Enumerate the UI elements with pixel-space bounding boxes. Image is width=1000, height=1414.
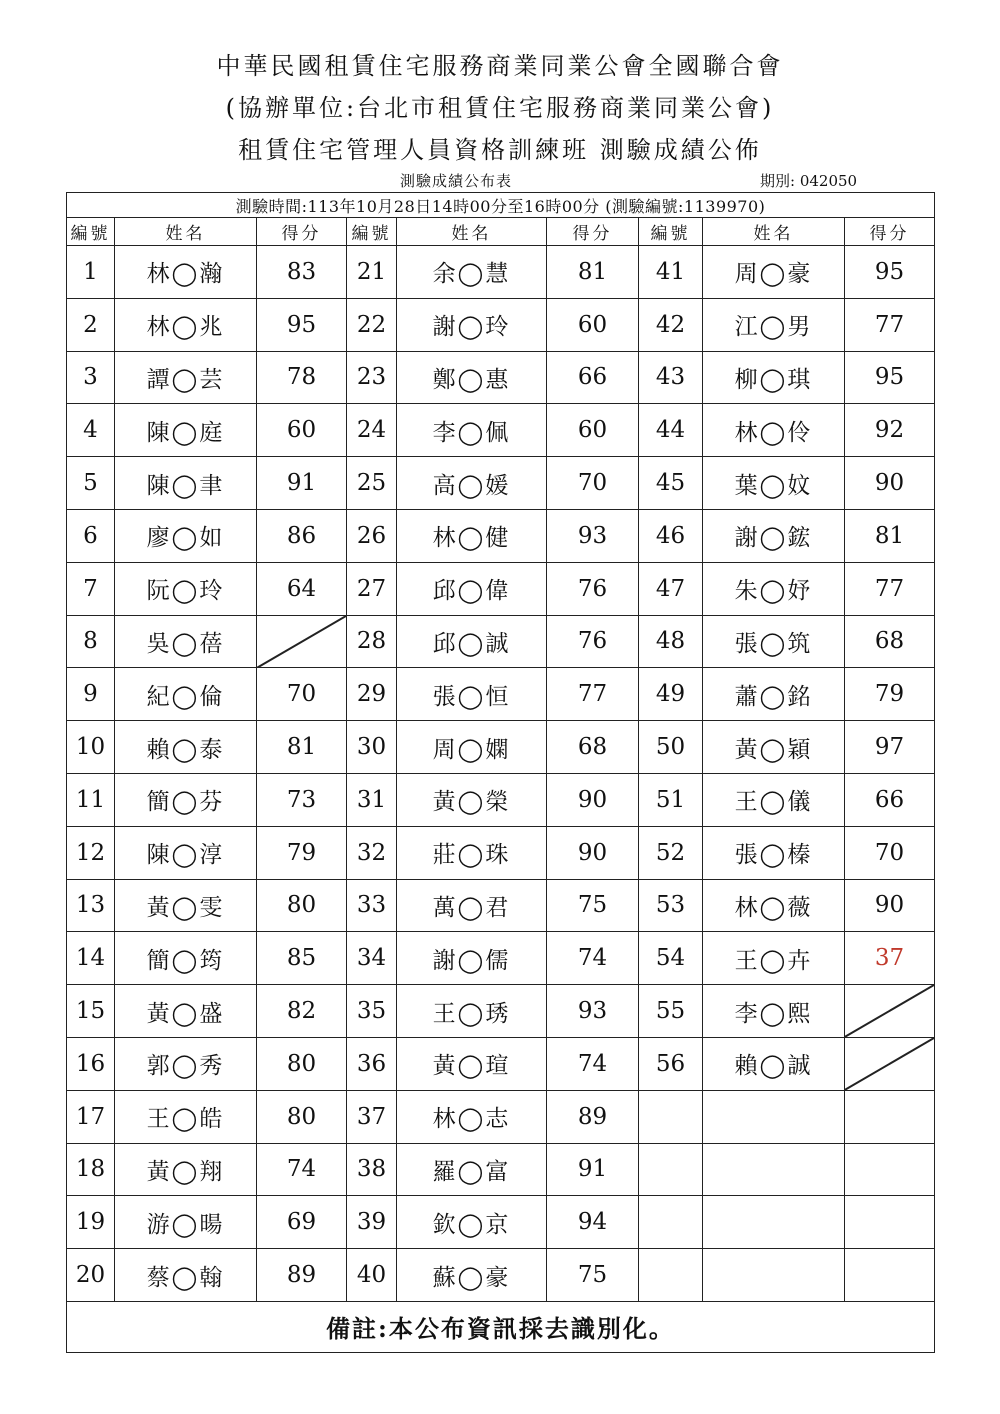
entry-name: 賴◯泰 (115, 721, 257, 774)
entry-score: 68 (845, 615, 935, 668)
entry-score: 70 (257, 668, 347, 721)
table-row (67, 509, 935, 562)
entry-score: 74 (547, 1037, 639, 1090)
entry-number: 3 (67, 351, 115, 404)
entry-name: 郭◯秀 (115, 1037, 257, 1090)
entry-score: 37 (845, 932, 935, 985)
co-organizer: (協辦單位:台北市租賃住宅服務商業同業公會) (225, 94, 775, 122)
entry-number: 42 (639, 298, 703, 351)
entry-name: 游◯暘 (115, 1196, 257, 1249)
entry-number: 14 (67, 932, 115, 985)
entry-score: 90 (845, 879, 935, 932)
entry-name: 蘇◯豪 (397, 1249, 547, 1302)
column-header-score: 得分 (547, 218, 639, 246)
table-row (67, 1143, 935, 1196)
entry-score: 93 (547, 985, 639, 1038)
entry-name: 黃◯榮 (397, 773, 547, 826)
table-caption: 測驗成績公布表 (400, 172, 513, 190)
entry-number: 37 (347, 1090, 397, 1143)
entry-number (639, 1249, 703, 1302)
entry-score: 83 (257, 246, 347, 299)
entry-name: 周◯嫻 (397, 721, 547, 774)
entry-score: 70 (547, 457, 639, 510)
page-title: 中華民國租賃住宅服務商業同業公會全國聯合會 (216, 52, 784, 80)
entry-score: 80 (257, 1090, 347, 1143)
entry-name: 葉◯妏 (703, 457, 845, 510)
entry-number: 32 (347, 826, 397, 879)
entry-number: 18 (67, 1143, 115, 1196)
entry-score: 60 (547, 404, 639, 457)
entry-name: 邱◯偉 (397, 562, 547, 615)
table-row (67, 1196, 935, 1249)
entry-number: 9 (67, 668, 115, 721)
entry-score: 76 (547, 615, 639, 668)
entry-score: 89 (547, 1090, 639, 1143)
entry-score: 75 (547, 879, 639, 932)
entry-score: 75 (547, 1249, 639, 1302)
entry-number: 41 (639, 246, 703, 299)
entry-number: 26 (347, 509, 397, 562)
table-row (67, 1037, 935, 1090)
entry-name: 謝◯鋐 (703, 509, 845, 562)
entry-name: 陳◯淳 (115, 826, 257, 879)
table-row (67, 668, 935, 721)
entry-name: 吳◯蓓 (115, 615, 257, 668)
entry-number: 31 (347, 773, 397, 826)
entry-number: 51 (639, 773, 703, 826)
entry-name: 紀◯倫 (115, 668, 257, 721)
table-row (67, 932, 935, 985)
table-row (67, 1249, 935, 1302)
entry-score: 76 (547, 562, 639, 615)
entry-number: 38 (347, 1143, 397, 1196)
entry-name: 王◯皓 (115, 1090, 257, 1143)
entry-name: 朱◯妤 (703, 562, 845, 615)
entry-name: 欽◯京 (397, 1196, 547, 1249)
entry-number: 19 (67, 1196, 115, 1249)
table-row (67, 562, 935, 615)
entry-score: 60 (257, 404, 347, 457)
entry-name: 林◯志 (397, 1090, 547, 1143)
entry-number: 21 (347, 246, 397, 299)
entry-number: 12 (67, 826, 115, 879)
period-label: 期別: 042050 (760, 172, 858, 190)
entry-score: 77 (547, 668, 639, 721)
entry-score: 95 (845, 351, 935, 404)
entry-number: 35 (347, 985, 397, 1038)
entry-number: 34 (347, 932, 397, 985)
entry-number: 11 (67, 773, 115, 826)
entry-number: 10 (67, 721, 115, 774)
entry-number: 4 (67, 404, 115, 457)
entry-number: 24 (347, 404, 397, 457)
entry-score: 77 (845, 298, 935, 351)
entry-number: 23 (347, 351, 397, 404)
entry-score: 80 (257, 879, 347, 932)
entry-name: 林◯兆 (115, 298, 257, 351)
entry-name: 簡◯筠 (115, 932, 257, 985)
table-row (67, 615, 935, 668)
entry-name: 李◯佩 (397, 404, 547, 457)
entry-name: 林◯瀚 (115, 246, 257, 299)
entry-number: 55 (639, 985, 703, 1038)
entry-number: 49 (639, 668, 703, 721)
entry-name: 王◯卉 (703, 932, 845, 985)
entry-score: 79 (845, 668, 935, 721)
entry-number (639, 1196, 703, 1249)
entry-score: 73 (257, 773, 347, 826)
entry-score: 80 (257, 1037, 347, 1090)
entry-score: 60 (547, 298, 639, 351)
entry-score: 79 (257, 826, 347, 879)
score-table (66, 192, 935, 1353)
table-row (67, 351, 935, 404)
entry-number: 40 (347, 1249, 397, 1302)
table-row (67, 1090, 935, 1143)
entry-score: 74 (257, 1143, 347, 1196)
entry-score: 90 (547, 826, 639, 879)
entry-score: 64 (257, 562, 347, 615)
entry-name: 陳◯庭 (115, 404, 257, 457)
entry-name: 林◯健 (397, 509, 547, 562)
entry-name: 陳◯聿 (115, 457, 257, 510)
entry-number: 5 (67, 457, 115, 510)
entry-name: 簡◯芬 (115, 773, 257, 826)
column-header-no: 編號 (67, 218, 115, 246)
entry-name: 鄭◯惠 (397, 351, 547, 404)
entry-score: 74 (547, 932, 639, 985)
entry-score: 91 (257, 457, 347, 510)
entry-number (639, 1090, 703, 1143)
entry-number: 15 (67, 985, 115, 1038)
table-row (67, 773, 935, 826)
entry-number: 17 (67, 1090, 115, 1143)
entry-name: 賴◯誠 (703, 1037, 845, 1090)
entry-number: 8 (67, 615, 115, 668)
entry-number: 46 (639, 509, 703, 562)
entry-name: 江◯男 (703, 298, 845, 351)
column-header-no: 編號 (347, 218, 397, 246)
entry-number: 25 (347, 457, 397, 510)
entry-score: 66 (845, 773, 935, 826)
entry-score: 68 (547, 721, 639, 774)
entry-score: 90 (547, 773, 639, 826)
entry-number: 6 (67, 509, 115, 562)
entry-number: 39 (347, 1196, 397, 1249)
entry-name: 邱◯誠 (397, 615, 547, 668)
column-header-score: 得分 (257, 218, 347, 246)
entry-score (845, 1196, 935, 1249)
entry-name: 阮◯玲 (115, 562, 257, 615)
entry-name: 廖◯如 (115, 509, 257, 562)
entry-score: 91 (547, 1143, 639, 1196)
entry-name: 李◯熙 (703, 985, 845, 1038)
note: 備註:本公布資訊採去識別化。 (67, 1301, 935, 1352)
entry-score: 78 (257, 351, 347, 404)
entry-name: 王◯琇 (397, 985, 547, 1038)
entry-name (703, 1249, 845, 1302)
exam-time: 測驗時間:113年10月28日14時00分至16時00分 (測驗編號:1139970) (67, 193, 935, 218)
entry-name: 謝◯儒 (397, 932, 547, 985)
entry-name: 張◯榛 (703, 826, 845, 879)
table-row (67, 457, 935, 510)
entry-name: 黃◯盛 (115, 985, 257, 1038)
entry-name: 高◯媛 (397, 457, 547, 510)
entry-number: 13 (67, 879, 115, 932)
entry-name: 羅◯富 (397, 1143, 547, 1196)
entry-name: 林◯薇 (703, 879, 845, 932)
absent-mark (845, 985, 935, 1038)
entry-name: 黃◯穎 (703, 721, 845, 774)
entry-number: 56 (639, 1037, 703, 1090)
entry-number: 1 (67, 246, 115, 299)
entry-name: 黃◯雯 (115, 879, 257, 932)
entry-name: 莊◯珠 (397, 826, 547, 879)
entry-number (639, 1143, 703, 1196)
entry-score: 77 (845, 562, 935, 615)
entry-number: 53 (639, 879, 703, 932)
entry-score: 94 (547, 1196, 639, 1249)
entry-number: 2 (67, 298, 115, 351)
table-row (67, 985, 935, 1038)
entry-number: 45 (639, 457, 703, 510)
entry-name: 黃◯翔 (115, 1143, 257, 1196)
entry-score: 89 (257, 1249, 347, 1302)
entry-number: 43 (639, 351, 703, 404)
header-row (67, 218, 935, 246)
entry-name: 余◯慧 (397, 246, 547, 299)
entry-score: 93 (547, 509, 639, 562)
entry-name: 萬◯君 (397, 879, 547, 932)
entry-name: 譚◯芸 (115, 351, 257, 404)
entry-number: 7 (67, 562, 115, 615)
table-row (67, 404, 935, 457)
entry-number: 52 (639, 826, 703, 879)
entry-name (703, 1143, 845, 1196)
entry-score: 70 (845, 826, 935, 879)
entry-name: 張◯恒 (397, 668, 547, 721)
page-subtitle: 租賃住宅管理人員資格訓練班 測驗成績公佈 (238, 136, 762, 164)
entry-score: 81 (845, 509, 935, 562)
entry-number: 16 (67, 1037, 115, 1090)
absent-mark (845, 1037, 935, 1090)
entry-number: 44 (639, 404, 703, 457)
entry-name: 柳◯琪 (703, 351, 845, 404)
entry-number: 29 (347, 668, 397, 721)
absent-mark (257, 615, 347, 668)
column-header-no: 編號 (639, 218, 703, 246)
entry-score (845, 1090, 935, 1143)
entry-score: 95 (845, 246, 935, 299)
entry-number: 36 (347, 1037, 397, 1090)
entry-score: 85 (257, 932, 347, 985)
table-row (67, 826, 935, 879)
entry-number: 47 (639, 562, 703, 615)
entry-score: 86 (257, 509, 347, 562)
entry-score: 69 (257, 1196, 347, 1249)
column-header-score: 得分 (845, 218, 935, 246)
table-row (67, 246, 935, 299)
entry-score: 95 (257, 298, 347, 351)
column-header-name: 姓名 (115, 218, 257, 246)
entry-score: 82 (257, 985, 347, 1038)
entry-score: 81 (547, 246, 639, 299)
entry-number: 48 (639, 615, 703, 668)
entry-number: 27 (347, 562, 397, 615)
entry-score (845, 1249, 935, 1302)
entry-name: 林◯伶 (703, 404, 845, 457)
entry-name: 蔡◯翰 (115, 1249, 257, 1302)
column-header-name: 姓名 (703, 218, 845, 246)
entry-number: 50 (639, 721, 703, 774)
table-row (67, 721, 935, 774)
entry-name: 謝◯玲 (397, 298, 547, 351)
entry-number: 20 (67, 1249, 115, 1302)
entry-number: 28 (347, 615, 397, 668)
entry-score: 97 (845, 721, 935, 774)
entry-score: 90 (845, 457, 935, 510)
column-header-name: 姓名 (397, 218, 547, 246)
entry-score: 66 (547, 351, 639, 404)
entry-number: 30 (347, 721, 397, 774)
entry-score: 81 (257, 721, 347, 774)
entry-name: 周◯豪 (703, 246, 845, 299)
entry-name: 王◯儀 (703, 773, 845, 826)
entry-name: 張◯筑 (703, 615, 845, 668)
entry-name (703, 1090, 845, 1143)
entry-name (703, 1196, 845, 1249)
table-row (67, 298, 935, 351)
entry-number: 33 (347, 879, 397, 932)
entry-score (845, 1143, 935, 1196)
table-row (67, 879, 935, 932)
entry-number: 54 (639, 932, 703, 985)
entry-number: 22 (347, 298, 397, 351)
entry-score: 92 (845, 404, 935, 457)
entry-name: 蕭◯銘 (703, 668, 845, 721)
entry-name: 黃◯瑄 (397, 1037, 547, 1090)
